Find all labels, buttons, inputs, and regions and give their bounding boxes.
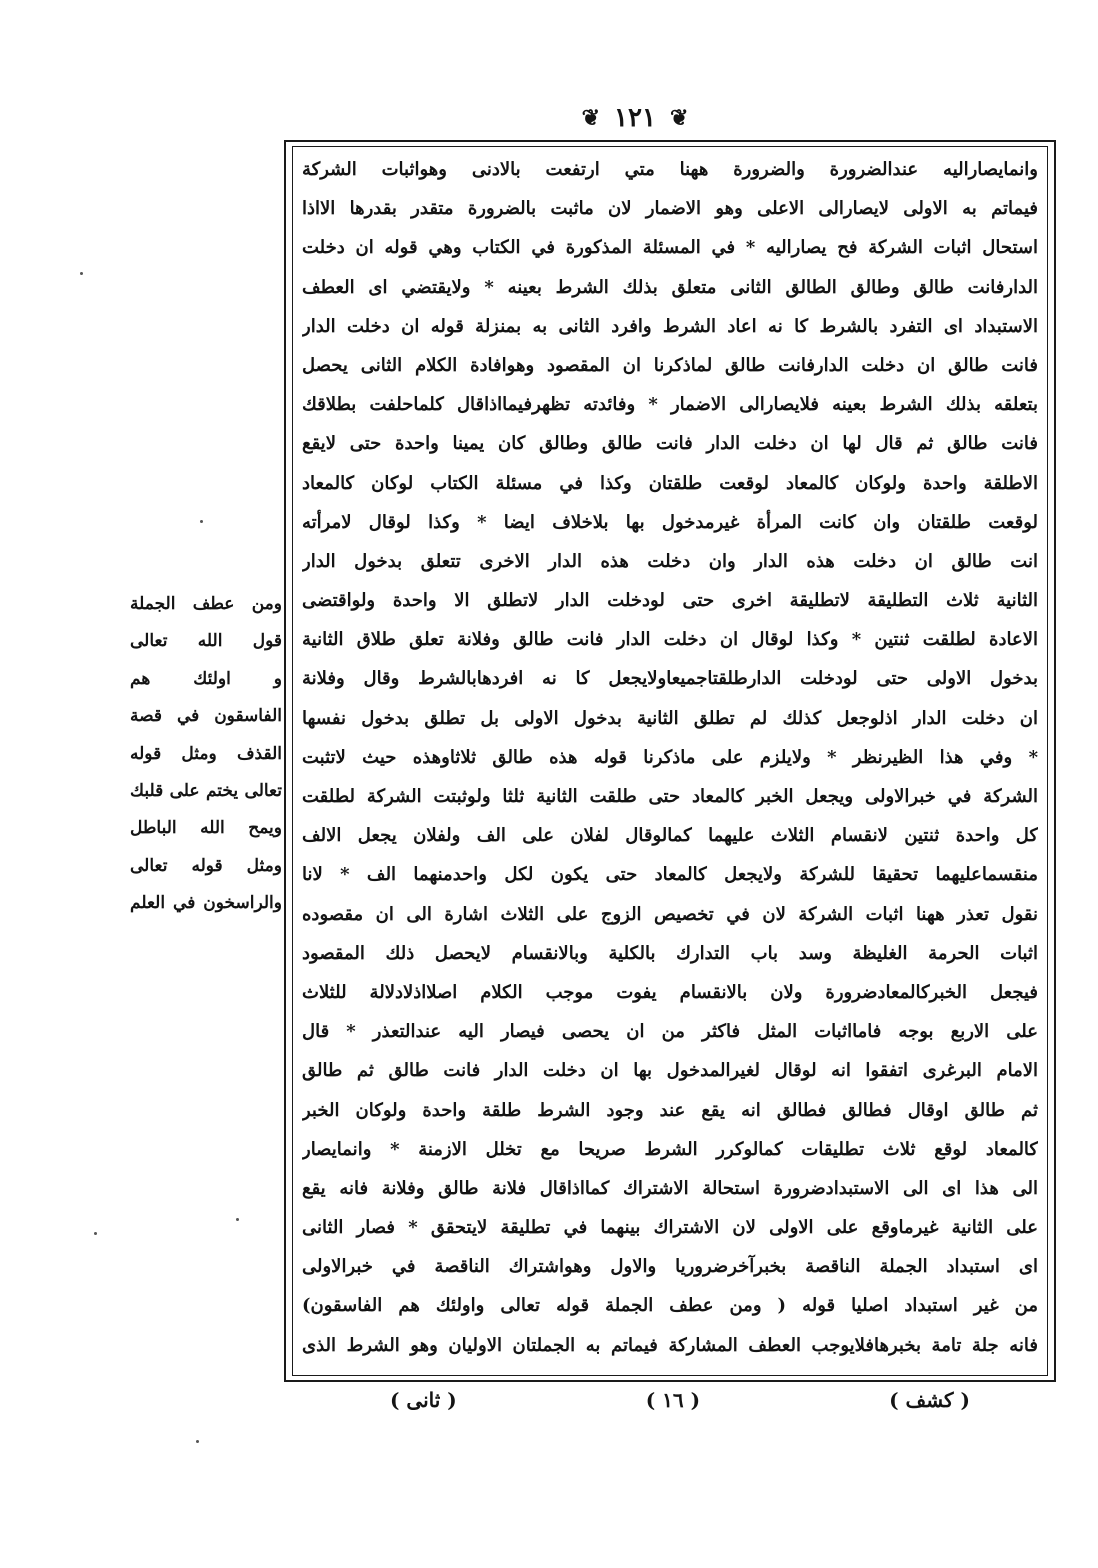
text-line: الاطلقة واحدة ولوكان كالمعاد لوقعت طلقتان وكذا في مسئلة الكتاب لوكان كالمعاد	[302, 472, 1038, 494]
page-number-text: ١٢١	[614, 103, 656, 133]
margin-line: ومن عطف الجملة	[130, 594, 282, 614]
margin-line: القذف ومثل قوله	[130, 743, 282, 764]
footer-signature-right: ( كشف )	[889, 1388, 970, 1412]
text-line: انت طالق ان دخلت هذه الدار وان دخلت هذه الدار الاخرى تتعلق بدخول الدار	[302, 550, 1038, 572]
ornament-icon: ❦	[669, 105, 689, 131]
speck	[200, 520, 203, 523]
speck	[80, 272, 83, 275]
main-text-block	[302, 150, 1038, 1365]
page-number	[560, 100, 710, 136]
text-line: الشركة في خبرالاولى ويجعل الخبر كالمعاد حتى طلقت الثانية ثلثا ولوثبتت الشركة لطلقت	[302, 786, 1038, 807]
text-line: اثبات الحرمة الغليظة وسد باب التدارك بالكلية وبالانقسام لايحصل ذلك المقصود	[302, 942, 1038, 964]
margin-line: و اولئك هم	[130, 668, 282, 689]
text-line: كل واحدة ثنتين لانقسام الثلاث عليهما كمالوقال لفلان على الف ولفلان يجعل الالف	[302, 825, 1038, 847]
text-line: كالمعاد لوقع ثلاث تطليقات كمالوكرر الشرط صريحا مع تخلل الازمنة * وانمايصار	[302, 1138, 1038, 1160]
margin-note	[130, 586, 282, 923]
text-line: ثم طالق اوقال فطالق فطالق انه يقع عند وجود الشرط طلقة واحدة ولوكان الخبر	[302, 1099, 1038, 1121]
text-line: وانمايصاراليه عندالضرورة والضرورة ههنا متي ارتفعت بالادنى وهواثبات الشركة	[302, 159, 1038, 180]
ornament-icon: ❦	[581, 105, 601, 131]
footer-signature-center: ( ١٦ )	[645, 1388, 701, 1412]
speck	[236, 1218, 239, 1221]
text-line: منقسماعليهما تحقيقا للشركة ولايجعل كالمعاد حتى يكون لكل واحدمنهما الف * لانا	[302, 864, 1038, 886]
text-line: نقول تعذر ههنا اثبات الشركة لان في تخصيص الزوج على الثلاث اشارة الى ان مقصوده	[302, 903, 1038, 925]
text-line: بدخول الاولى حتى لودخلت الدارطلقتاجميعاولايجعل كا نه افردهابالشرط وقال وفلانة	[302, 668, 1038, 690]
text-line: فيماتم به الاولى لايصارالى الاعلى وهو الاضمار لان ماثبت بالضرورة متقدر بقدرها الااذا	[302, 198, 1038, 220]
margin-line: تعالى يختم على قلبك	[130, 780, 282, 801]
speck	[196, 1440, 199, 1443]
text-line: * وفي هذا الظيرنظر * ولايلزم على ماذكرنا قوله هذه طالق ثلاثاوهذه حيث لاتثبت	[302, 746, 1038, 768]
text-line: فانت طالق ثم قال لها ان دخلت الدار فانت طالق وطالق كان يمينا واحدة حتى لايقع	[302, 433, 1038, 455]
text-line: الاعادة لطلقت ثنتين * وكذا لوقال ان دخلت الدار فانت طالق وفلانة تعلق طلاق الثانية	[302, 629, 1038, 651]
footer-signature-left: ( ثانى )	[390, 1388, 457, 1412]
text-line: اى استبداد الجملة الناقصة بخبرآخرضروريا والاول وهواشتراك الناقصة في خبرالاولى	[302, 1256, 1038, 1278]
text-line: على الاربع بوجه فامااثبات المثل فاكثر من ان يحصى فيصار اليه عندالتعذر * قال	[302, 1021, 1038, 1043]
footer-signatures	[300, 1388, 1060, 1412]
text-line: الى هذا اى الى الاستبدادضرورة استحالة الاشتراك كمااذاقال فلانة طالق وفلانة فانه يقع	[302, 1177, 1038, 1199]
margin-line: قول الله تعالى	[130, 631, 282, 652]
text-line: فيجعل الخبركالمعادضرورة ولان بالانقسام يفوت موجب الكلام اصلااذلادلالة للثلاث	[302, 981, 1038, 1003]
margin-line: الفاسقون في قصة	[130, 706, 282, 727]
text-line: من غير استبداد اصليا قوله ( ومن عطف الجملة قوله تعالى واولئك هم الفاسقون)	[302, 1295, 1038, 1317]
text-line: على الثانية غيرماوقع على الاولى لان الاشتراك بينهما في تطليقة لايتحقق * فصار الثانى	[302, 1217, 1038, 1239]
margin-line: ويمح الله الباطل	[130, 818, 282, 839]
text-line: الامام البرغرى اتفقوا انه لوقال لغيرالمدخول بها ان دخلت الدار فانت طالق ثم طالق	[302, 1060, 1038, 1082]
text-line: استحال اثبات الشركة فح يصاراليه * في المسئلة المذكورة في الكتاب وهي قوله ان دخلت	[302, 237, 1038, 259]
text-line: فانه جلة تامة بخبرهافلايوجب العطف المشاركة فيماتم به الجملتان الاوليان وهو الشرط الذى	[302, 1334, 1038, 1356]
text-line: فانت طالق ان دخلت الدارفانت طالق لماذكرنا ان المقصود وهوافادة الكلام الثانى يحصل	[302, 354, 1038, 376]
text-line: ان دخلت الدار اذلوجعل كذلك لم تطلق الثانية بدخول الاولى بل تطلق بدخول نفسها	[302, 707, 1038, 729]
text-line: الاستبداد اى التفرد بالشرط كا نه اعاد الشرط وافرد الثانى به بمنزلة قوله ان دخلت الدار	[302, 315, 1038, 337]
speck	[94, 1232, 97, 1235]
text-line: بتعلقه بذلك الشرط بعينه فلايصارالى الاضمار * وفائدته تظهرفيمااذاقال كلماحلفت بطلاقك	[302, 394, 1038, 416]
text-line: الدارفانت طالق وطالق الطالق الثانى متعلق بذلك الشرط بعينه * ولايقتضي اى العطف	[302, 276, 1038, 298]
margin-line: ومثل قوله تعالى	[130, 855, 282, 876]
text-line: الثانية ثلاث التطليقة لاتطليقة اخرى حتى لودخلت الدار لاتطلق الا واحدة ولواقتضى	[302, 590, 1038, 612]
text-line: لوقعت طلقتان وان كانت المرأة غيرمدخول بها بلاخلاف ايضا * وكذا لوقال لامرأته	[302, 511, 1038, 533]
margin-line: والراسخون في العلم	[130, 893, 282, 914]
